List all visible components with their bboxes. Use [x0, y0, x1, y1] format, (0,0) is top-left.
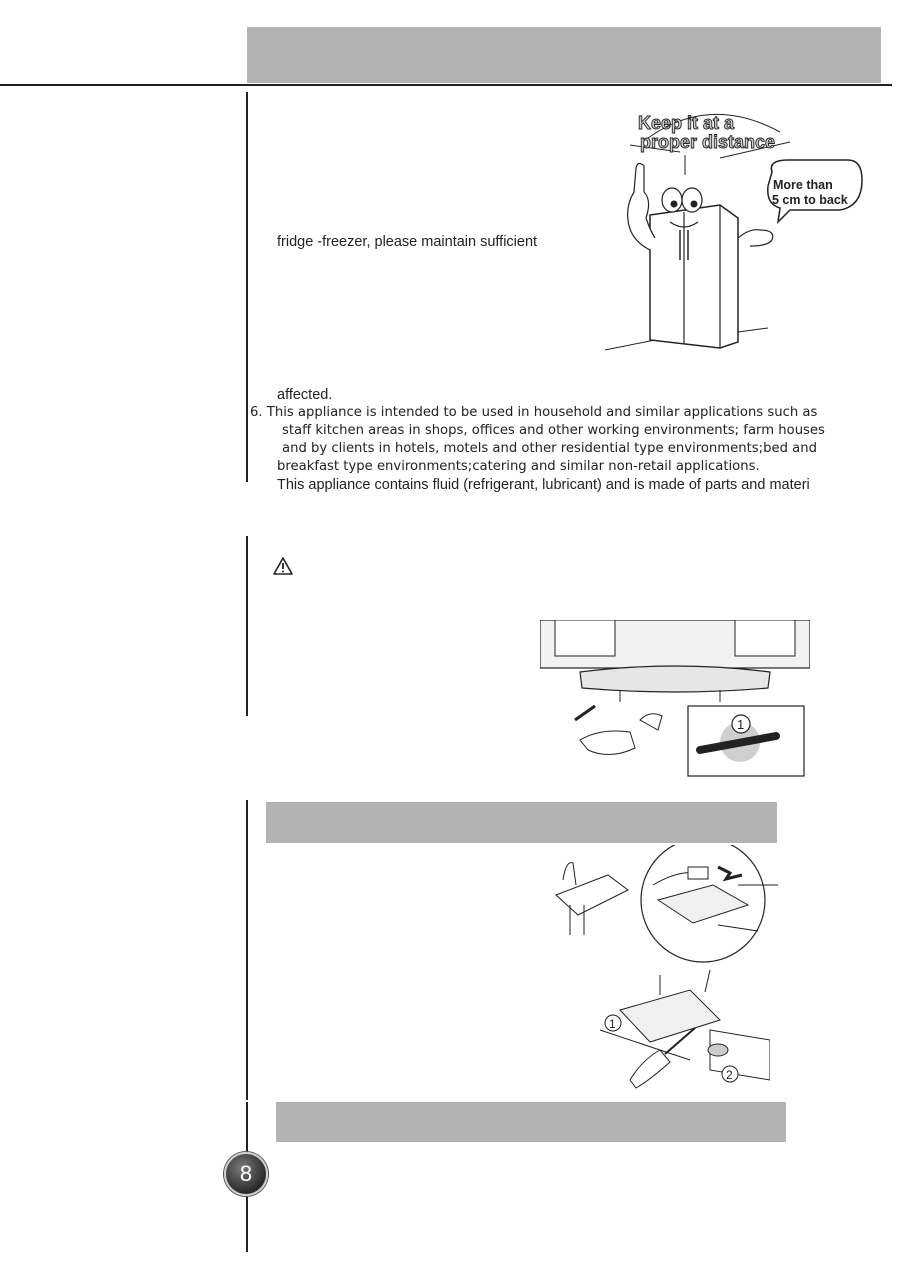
hinge-removal-illustration	[570, 970, 770, 1090]
fluid-text-line: This appliance contains fluid (refrigerant, lubricant) and is made of parts and materi	[277, 477, 810, 493]
fridge-distance-illustration	[600, 100, 870, 360]
margin-rule-1	[246, 92, 248, 482]
warning-icon	[272, 556, 294, 576]
page-number-badge: 8	[224, 1152, 268, 1196]
margin-rule-2	[246, 536, 248, 716]
fridge-text-line: fridge -freezer, please maintain sufficient	[277, 234, 538, 250]
distance-bubble-line2: 5 cm to back	[772, 193, 848, 207]
item6-line-2: staff kitchen areas in shops, offices and other working environments; farm houses	[282, 423, 825, 438]
distance-caption-line2: proper distance	[640, 132, 776, 152]
header-rule	[0, 84, 892, 86]
item6-line-3: and by clients in hotels, motels and other residential type environments;bed and	[282, 441, 817, 456]
cover-removal-illustration	[540, 620, 810, 780]
cover-callout-1: 1	[737, 717, 745, 732]
hinge-cable-illustration	[548, 845, 788, 980]
section-band-2	[276, 1102, 786, 1142]
hinge-callout-1: 1	[609, 1017, 616, 1031]
header-band	[247, 27, 881, 83]
item6-line-1: 6. This appliance is intended to be used in household and similar applications such as	[250, 405, 818, 420]
section-band-1	[266, 802, 777, 843]
margin-rule-3	[246, 800, 248, 1100]
hinge-callout-2: 2	[726, 1068, 733, 1082]
item6-line-4: breakfast type environments;catering and similar non-retail applications.	[277, 459, 760, 474]
affected-text-line: affected.	[277, 387, 333, 403]
distance-bubble-line1: More than	[773, 178, 833, 192]
distance-caption-line1: Keep it at a	[638, 113, 735, 133]
